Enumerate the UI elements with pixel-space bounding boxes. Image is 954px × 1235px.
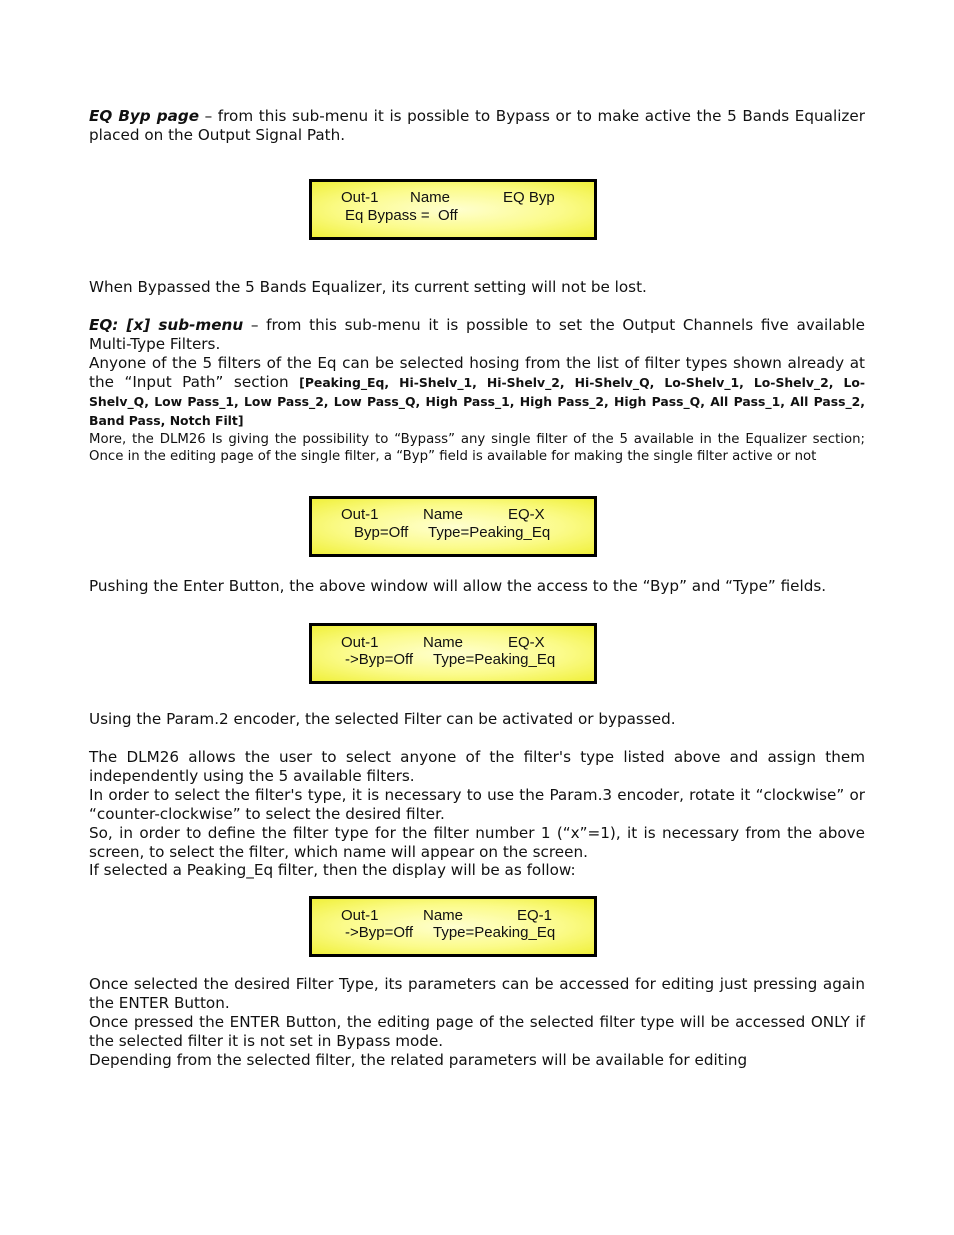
filter-types-list: [Peaking_Eq, Hi-Shelv_1, Hi-Shelv_2, Hi-Shelv_Q, Lo-Shelv_1, Lo-Shelv_2, Lo-Shelv_Q, Low Pass_1, Low Pass_2, Low Pass_Q, High Pass_1, High Pass_2, High Pass_Q, All Pass_1, All Pass_2, Band Pass, Notch Filt]: [89, 375, 866, 428]
lcd-out: Out-1: [341, 506, 379, 523]
eq-byp-heading: EQ Byp page: [89, 107, 200, 125]
lcd-display-eq-1: [309, 896, 597, 957]
eq-x-paragraph: [89, 316, 865, 354]
lcd-name: Name: [423, 634, 464, 651]
eq-byp-paragraph: [89, 107, 865, 145]
eq-x-heading: EQ: [x] sub-menu: [89, 316, 244, 334]
lcd-byp-field: ->Byp=Off: [345, 924, 414, 941]
final-paragraph-2: Once pressed the ENTER Button, the editing page of the selected filter type will be accessed ONLY if the selected filter it is not set in Bypass mode.: [89, 1013, 865, 1050]
param2-paragraph: Using the Param.2 encoder, the selected Filter can be activated or bypassed.: [89, 710, 676, 728]
lcd-display-eq-x-selected: [309, 623, 597, 684]
final-paragraph-1: Once selected the desired Filter Type, its parameters can be accessed for editing just pressing again the ENTER Button.: [89, 975, 865, 1012]
lcd-type-field: Type=Peaking_Eq: [428, 524, 551, 541]
eq-x-text: – from this sub-menu it is possible to set the Output Channels five available Multi-Type Filters.: [89, 316, 865, 353]
lcd-byp-field: ->Byp=Off: [345, 651, 414, 668]
lcd-display-eq-byp: [309, 179, 597, 240]
lcd-display-eq-x: [309, 496, 597, 557]
lcd-page: EQ-X: [508, 506, 545, 523]
eq-byp-text: – from this sub-menu it is possible to Bypass or to make active the 5 Bands Equalizer placed on the Output Signal Path.: [89, 107, 865, 144]
lcd-type-field: Type=Peaking_Eq: [433, 651, 556, 668]
lcd-type-field: Type=Peaking_Eq: [433, 924, 556, 941]
lcd-eq-bypass-value: Eq Bypass = Off: [345, 207, 458, 224]
bypass-note: When Bypassed the 5 Bands Equalizer, its current setting will not be lost.: [89, 278, 647, 296]
enter-paragraph: Pushing the Enter Button, the above window will allow the access to the “Byp” and “Type” fields.: [89, 577, 827, 595]
lcd-page: EQ-X: [508, 634, 545, 651]
filter-types-text: Anyone of the 5 filters of the Eq can be selected hosing from the list of filter types shown already at the “Input Path” section: [89, 354, 865, 391]
select-paragraph-4: If selected a Peaking_Eq filter, then the display will be as follow:: [89, 861, 576, 879]
lcd-out: Out-1: [341, 634, 379, 651]
lcd-name: Name: [423, 506, 464, 523]
lcd-out: Out-1: [341, 189, 379, 206]
lcd-out: Out-1: [341, 907, 379, 924]
lcd-name: Name: [423, 907, 464, 924]
filter-types-paragraph: [89, 354, 865, 430]
select-paragraph-2: In order to select the filter's type, it is necessary to use the Param.3 encoder, rotate it “clockwise” or “counter-clockwise” to select the desired filter.: [89, 786, 865, 823]
final-paragraph-3: Depending from the selected filter, the related parameters will be available for editing: [89, 1051, 748, 1069]
select-paragraph-3: So, in order to define the filter type for the filter number 1 (“x”=1), it is necessary from the above screen, to select the filter, which name will appear on the screen.: [89, 824, 865, 861]
lcd-byp-field: Byp=Off: [354, 524, 409, 541]
lcd-page: EQ Byp: [503, 189, 555, 206]
lcd-page: EQ-1: [517, 907, 553, 924]
select-paragraph-1: The DLM26 allows the user to select anyone of the filter's type listed above and assign them independently using the 5 available filters.: [89, 748, 865, 785]
bypass-single-paragraph: More, the DLM26 Is giving the possibility to “Bypass” any single filter of the 5 available in the Equalizer section; Once in the editing page of the single filter, a “Byp” field is available for making the single filter active or not: [89, 432, 865, 464]
lcd-name: Name: [410, 189, 451, 206]
